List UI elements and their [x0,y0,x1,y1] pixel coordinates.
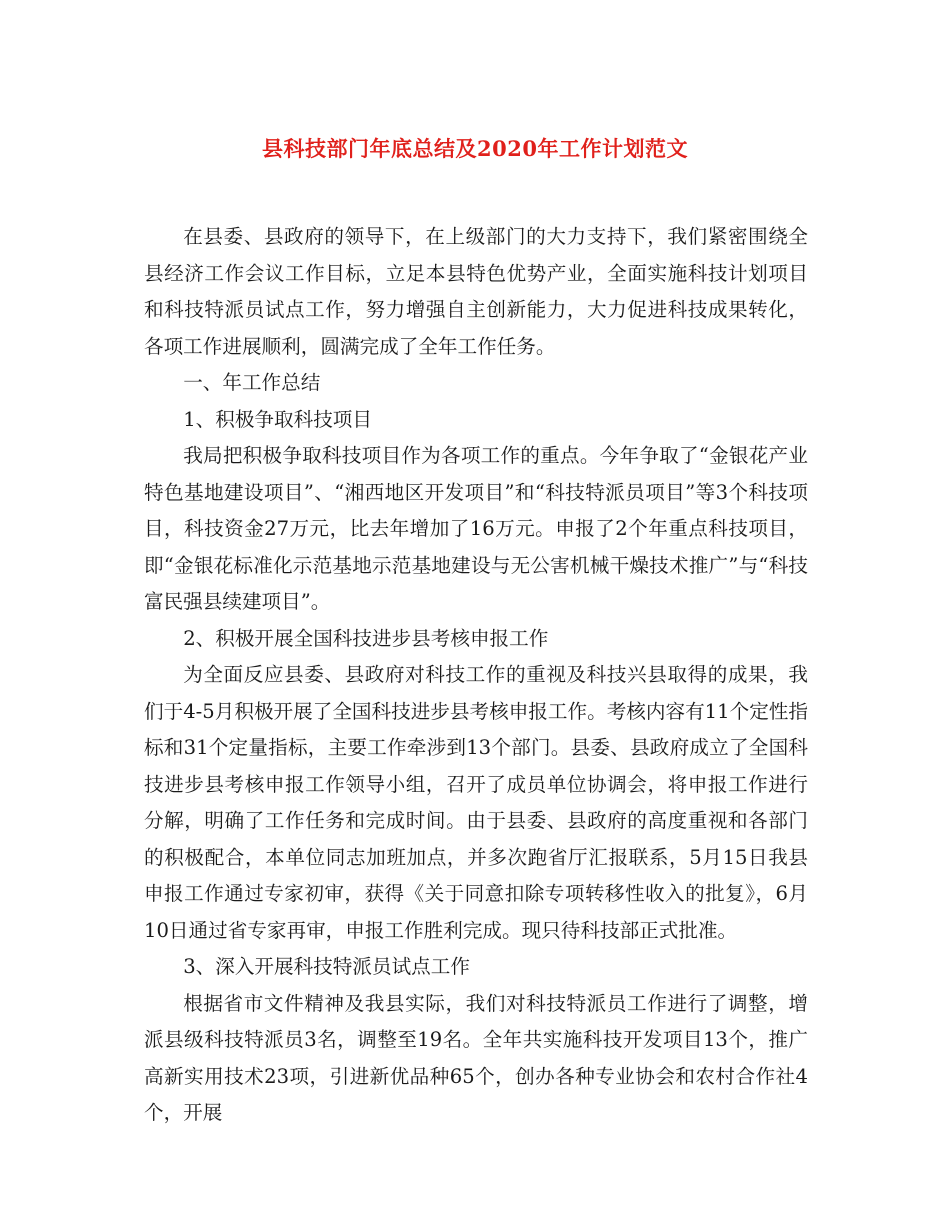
paragraph-projects: 我局把积极争取科技项目作为各项工作的重点。今年争取了“金银花产业特色基地建设项目”、“湘西地区开发项目”和“科技特派员项目”等3个科技项目，科技资金27万元，比去年增加了16万元。申报了2个年重点科技项目，即“金银花标准化示范基地示范基地建设与无公害机械干燥技术推广”与“科技富民强县续建项目”。 [144,444,808,613]
paragraph-intro: 在县委、县政府的领导下，在上级部门的大力支持下，我们紧密围绕全县经济工作会议工作目标，立足本县特色优势产业，全面实施科技计划项目和科技特派员试点工作，努力增强自主创新能力，大力促进科技成果转化，各项工作进展顺利，圆满完成了全年工作任务。 [144,225,808,358]
document-body [144,219,808,1132]
subheading-projects: 1、积极争取科技项目 [183,407,372,431]
paragraph-assessment: 为全面反应县委、县政府对科技工作的重视及科技兴县取得的成果，我们于4-5月积极开展了全国科技进步县考核申报工作。考核内容有11个定性指标和31个定量指标，主要工作牵涉到13个部门。县委、县政府成立了全国科技进步县考核申报工作领导小组，召开了成员单位协调会，将申报工作进行分解，明确了工作任务和完成时间。由于县委、县政府的高度重视和各部门的积极配合，本单位同志加班加点，并多次跑省厅汇报联系，5月15日我县申报工作通过专家初审，获得《关于同意扣除专项转移性收入的批复》，6月10日通过省专家再审，申报工作胜利完成。现只待科技部正式批准。 [144,663,808,942]
subheading-commissioners: 3、深入开展科技特派员试点工作 [183,955,470,978]
document-title: 县科技部门年底总结及2020年工作计划范文 [262,136,688,161]
subheading-assessment: 2、积极开展全国科技进步县考核申报工作 [183,626,549,650]
section-heading-summary: 一、年工作总结 [183,371,321,394]
paragraph-commissioners: 根据省市文件精神及我县实际，我们对科技特派员工作进行了调整，增派县级科技特派员3名，调整至19名。全年共实施科技开发项目13个，推广高新实用技术23项，引进新优品种65个，创办各种专业协会和农村合作社4个，开展 [144,991,808,1124]
